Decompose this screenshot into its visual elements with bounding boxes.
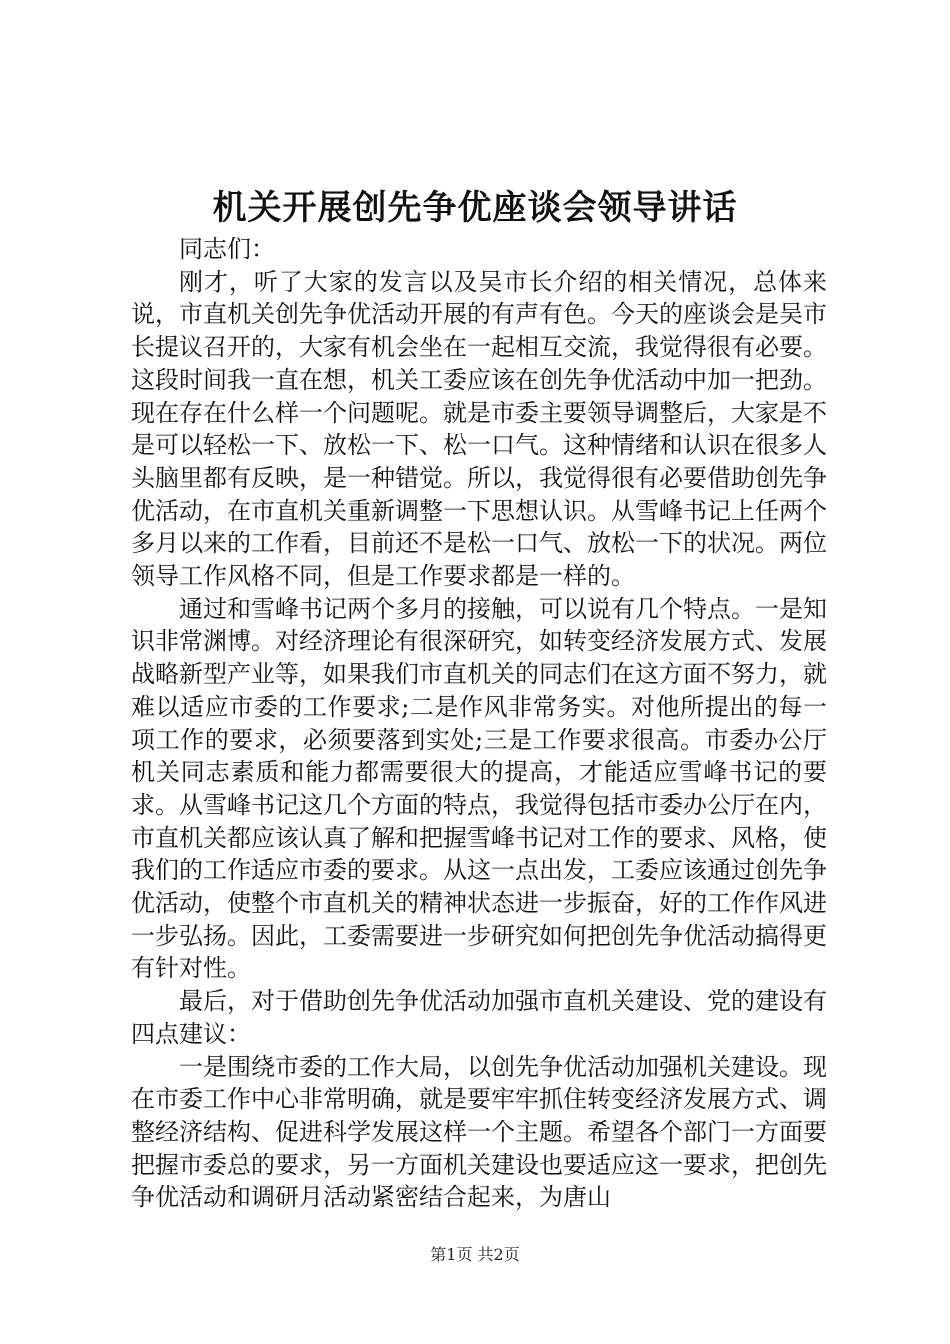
body-paragraph: 刚才，听了大家的发言以及吴市长介绍的相关情况，总体来说，市直机关创先争优活动开展的有声有色。今天的座谈会是吴市长提议召开的，大家有机会坐在一起相互交流，我觉得很有必要。这段时间我一直在想，机关工委应该在创先争优活动中加一把劲。现在存在什么样一个问题呢。就是市委主要领导调整后，大家是不是可以轻松一下、放松一下、松一口气。这种情绪和认识在很多人头脑里都有反映，是一种错觉。所以，我觉得很有必要借助创先争优活动，在市直机关重新调整一下思想认识。从雪峰书记上任两个多月以来的工作看，目前还不是松一口气、放松一下的状况。两位领导工作风格不同，但是工作要求都是一样的。 [131, 267, 827, 591]
body-paragraph: 通过和雪峰书记两个多月的接触，可以说有几个特点。一是知识非常渊博。对经济理论有很深研究，如转变经济发展方式、发展战略新型产业等，如果我们市直机关的同志们在这方面不努力，就难以适应市委的工作要求;二是作风非常务实。对他所提出的每一项工作的要求，必须要落到实处;三是工作要求很高。市委办公厅机关同志素质和能力都需要很大的提高，才能适应雪峰书记的要求。从雪峰书记这几个方面的特点，我觉得包括市委办公厅在内，市直机关都应该认真了解和把握雪峰书记对工作的要求、风格，使我们的工作适应市委的要求。从这一点出发，工委应该通过创先争优活动，使整个市直机关的精神状态进一步振奋，好的工作作风进一步弘扬。因此，工委需要进一步研究如何把创先争优活动搞得更有针对性。 [131, 594, 827, 983]
document-body [131, 233, 827, 1214]
body-paragraph: 最后，对于借助创先争优活动加强市直机关建设、党的建设有四点建议： [131, 987, 827, 1048]
body-paragraph: 一是围绕市委的工作大局，以创先争优活动加强机关建设。现在市委工作中心非常明确，就是要牢牢抓住转变经济发展方式、调整经济结构、促进科学发展这样一个主题。希望各个部门一方面要把握市委总的要求，另一方面机关建设也要适应这一要求，把创先争优活动和调研月活动紧密结合起来，为唐山 [131, 1052, 827, 1212]
page-footer: 第1页 共2页 [430, 1245, 520, 1264]
document-title: 机关开展创先争优座谈会领导讲话 [212, 188, 738, 228]
salutation-paragraph: 同志们： [179, 235, 275, 263]
